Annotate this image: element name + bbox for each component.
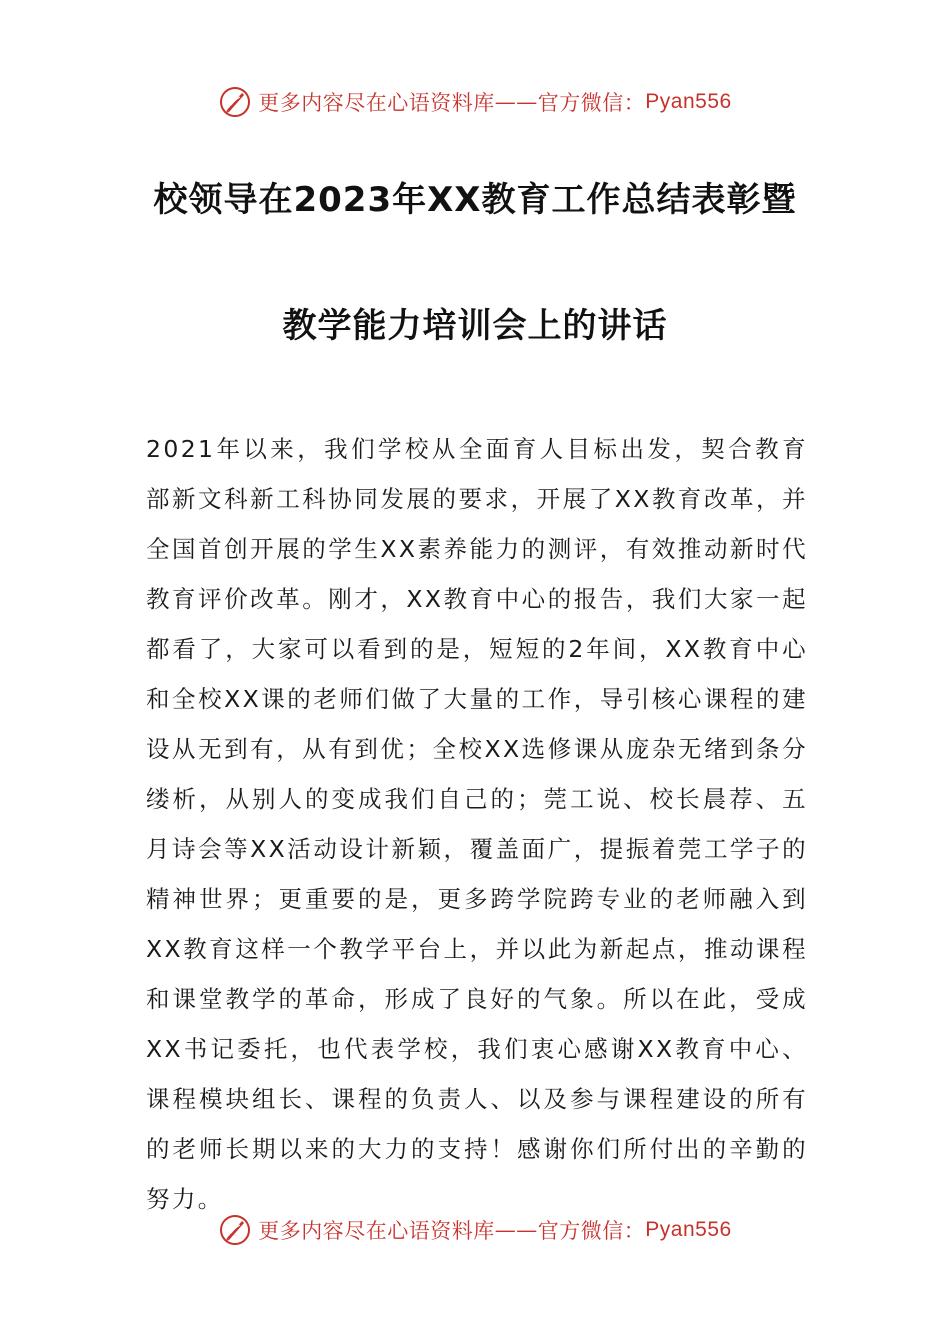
watermark-contact-label: 官方微信： — [537, 91, 646, 115]
watermark-separator: —— — [494, 90, 538, 114]
body-paragraph: 2021年以来，我们学校从全面育人目标出发，契合教育部新文科新工科协同发展的要求，开展了XX教育改革，并全国首创开展的学生XX素养能力的测评，有效推动新时代教育评价改革。刚才，XX教育中心的报告，我们大家一起都看了，大家可以看到的是，短短的2年间，XX教育中心和全校XX课的老师们做了大量的工作，导引核心课程的建设从无到有，从有到优；全校XX选修课从庞杂无绪到条分缕析，从别人的变成我们自己的；莞工说、校长晨荐、五月诗会等XX活动设计新颖，覆盖面广，提振着莞工学子的精神世界；更重要的是，更多跨学院跨专业的老师融入到XX教育这样一个教学平台上，并以此为新起点，推动课程和课堂教学的革命，形成了良好的气象。所以在此，受成XX书记委托，也代表学校，我们衷心感谢XX教育中心、课程模块组长、课程的负责人、以及参与课程建设的所有的老师长期以来的大力的支持！感谢你们所付出的辛勤的努力。 — [146, 435, 808, 1213]
quill-pen-logo-icon — [218, 85, 252, 119]
watermark-contact-id: Pyan556 — [645, 90, 732, 113]
watermark-contact-label: 官方微信： — [537, 1219, 646, 1243]
watermark-contact-id: Pyan556 — [645, 1218, 732, 1241]
document-title-line-1: 校领导在2023年XX教育工作总结表彰暨 — [153, 180, 797, 220]
watermark-site-text: 更多内容尽在心语资料库 — [258, 91, 495, 115]
quill-pen-logo-icon — [218, 1213, 252, 1247]
header-watermark — [0, 82, 950, 122]
watermark-site-text: 更多内容尽在心语资料库 — [258, 1219, 495, 1243]
watermark-separator: —— — [494, 1218, 538, 1242]
document-title-line-2: 教学能力培训会上的讲话 — [282, 306, 668, 346]
footer-watermark — [0, 1210, 950, 1250]
